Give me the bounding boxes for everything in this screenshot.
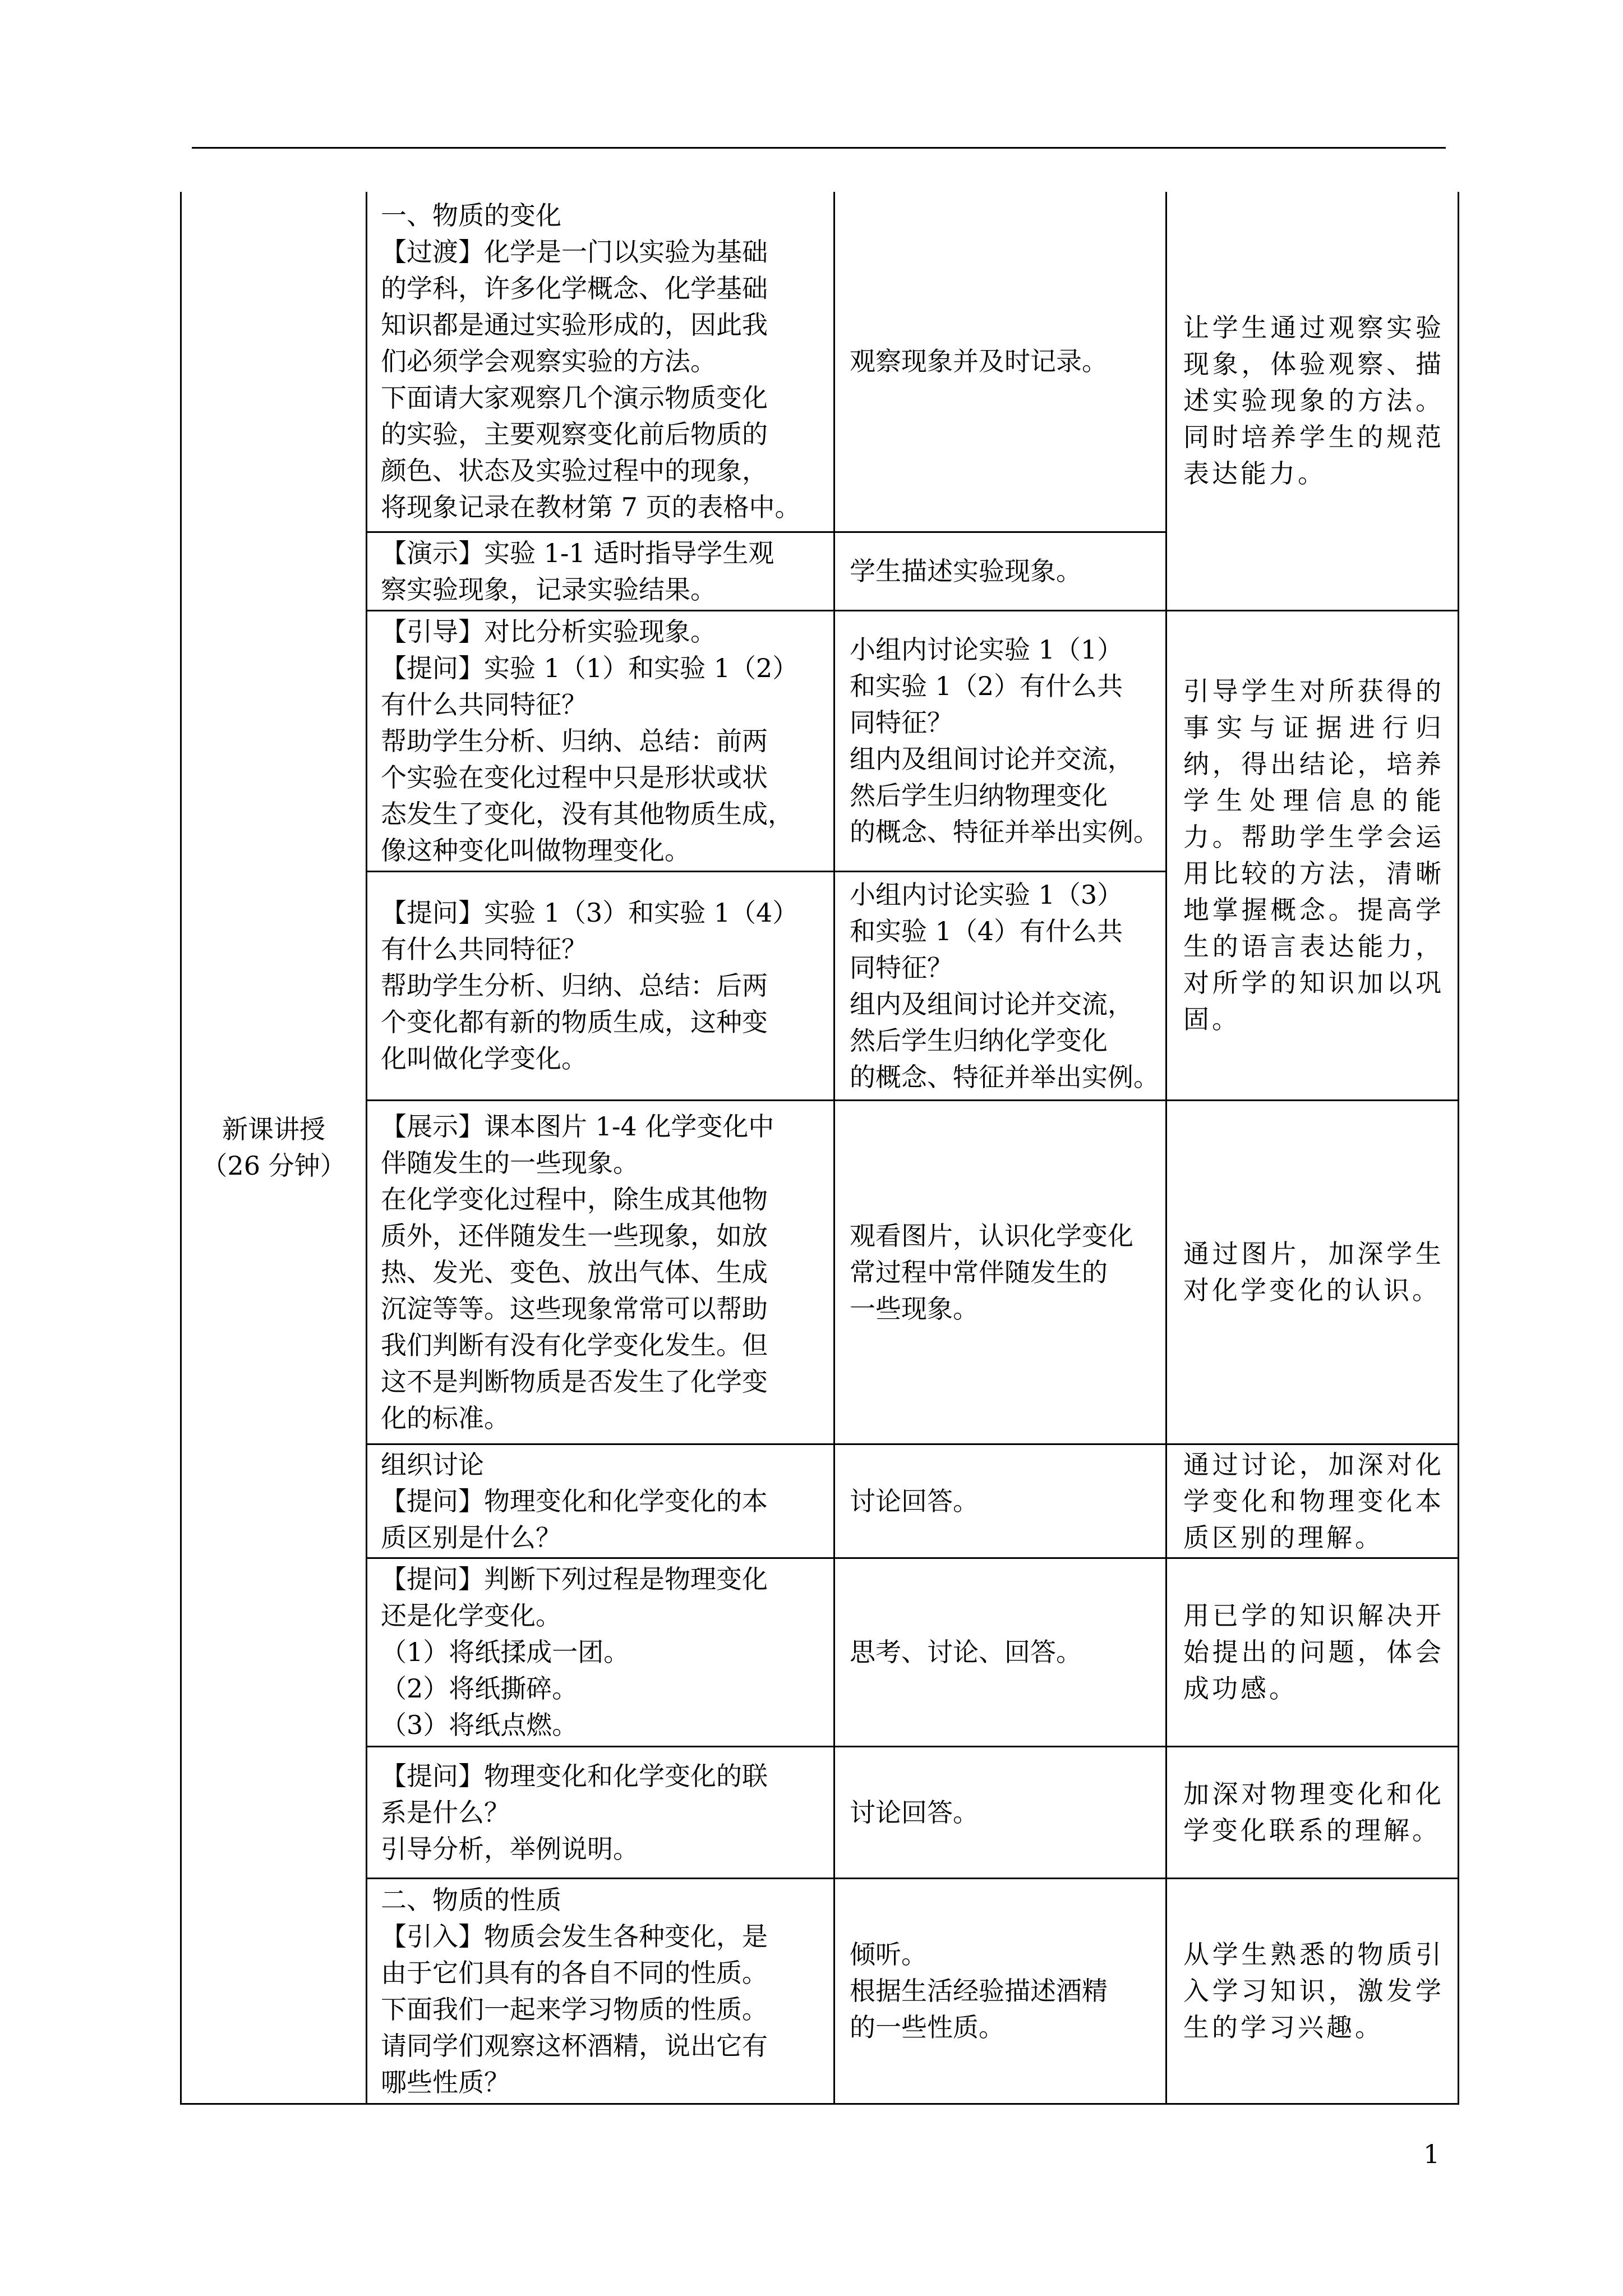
text-line: 生的学习兴趣。 bbox=[1183, 2012, 1384, 2042]
text-line: 从学生熟悉的物质引 bbox=[1183, 1939, 1444, 1970]
text-line: 通过讨论，加深对化 bbox=[1183, 1449, 1444, 1480]
text-line: 系是什么？ bbox=[381, 1797, 510, 1828]
text-line: 引导学生对所获得的 bbox=[1183, 676, 1444, 706]
text-line: 我们判断有没有化学变化发生。但 bbox=[381, 1329, 768, 1360]
text-line: 一、物质的变化 bbox=[381, 200, 561, 231]
text-line: 倾听。 bbox=[850, 1939, 927, 1970]
design-intent-cell bbox=[1165, 1099, 1459, 1445]
design-intent-cell bbox=[1165, 1557, 1459, 1747]
text-line: 【提问】物理变化和化学变化的联 bbox=[381, 1760, 768, 1791]
design-intent-cell bbox=[1165, 1746, 1459, 1879]
student-activity-cell bbox=[833, 1746, 1167, 1879]
teacher-activity-cell bbox=[366, 610, 835, 872]
teacher-activity-cell bbox=[366, 1099, 835, 1445]
text-line: 表达能力。 bbox=[1183, 458, 1326, 489]
teacher-activity-cell bbox=[366, 1878, 835, 2105]
text-line: （2）将纸撕碎。 bbox=[381, 1673, 578, 1704]
text-line: 的实验，主要观察变化前后物质的 bbox=[381, 419, 768, 449]
design-intent-cell bbox=[1165, 1878, 1459, 2105]
text-line: 化叫做化学变化。 bbox=[381, 1043, 587, 1074]
text-line: 入学习知识，激发学 bbox=[1183, 1976, 1444, 2006]
teacher-activity-cell bbox=[366, 1443, 835, 1559]
text-line: 对化学变化的认识。 bbox=[1183, 1275, 1441, 1305]
text-line: 的一些性质。 bbox=[850, 2012, 1004, 2042]
text-line: 学变化和物理变化本 bbox=[1183, 1485, 1444, 1516]
text-line: 现象，体验观察、描 bbox=[1183, 349, 1444, 379]
text-line: 讨论回答。 bbox=[850, 1797, 979, 1828]
text-line: 新课讲授 bbox=[222, 1114, 325, 1144]
text-line: 地掌握概念。提高学 bbox=[1183, 895, 1444, 925]
text-line: 【提问】判断下列过程是物理变化 bbox=[381, 1564, 768, 1594]
text-line: 有什么共同特征？ bbox=[381, 934, 587, 964]
text-line: 讨论回答。 bbox=[850, 1485, 979, 1516]
student-activity-cell bbox=[833, 1557, 1167, 1747]
text-line: 然后学生归纳物理变化 bbox=[850, 780, 1108, 811]
student-activity-cell bbox=[833, 610, 1167, 872]
text-line: 个变化都有新的物质生成，这种变 bbox=[381, 1007, 768, 1037]
text-line: 观察现象并及时记录。 bbox=[850, 346, 1108, 376]
text-line: 有什么共同特征？ bbox=[381, 689, 587, 720]
text-line: 们必须学会观察实验的方法。 bbox=[381, 346, 716, 376]
text-line: 用比较的方法，清晰 bbox=[1183, 858, 1444, 889]
text-line: 像这种变化叫做物理变化。 bbox=[381, 835, 690, 866]
text-line: 和实验 1（2）有什么共 bbox=[850, 671, 1123, 701]
student-activity-cell bbox=[833, 531, 1167, 611]
text-line: 观看图片，认识化学变化 bbox=[850, 1220, 1133, 1251]
text-line: 【演示】实验 1-1 适时指导学生观 bbox=[381, 537, 774, 568]
text-line: 【展示】课本图片 1-4 化学变化中 bbox=[381, 1111, 774, 1142]
text-line: 个实验在变化过程中只是形状或状 bbox=[381, 762, 768, 793]
text-line: 颜色、状态及实验过程中的现象， bbox=[381, 455, 768, 486]
student-activity-cell bbox=[833, 192, 1167, 533]
header-rule bbox=[192, 147, 1446, 149]
text-line: （26 分钟） bbox=[201, 1150, 346, 1181]
text-line: 【引导】对比分析实验现象。 bbox=[381, 616, 716, 647]
text-line: 察实验现象，记录实验结果。 bbox=[381, 574, 716, 605]
text-line: 组内及组间讨论并交流， bbox=[850, 988, 1133, 1019]
teacher-activity-cell bbox=[366, 1746, 835, 1879]
design-intent-cell bbox=[1165, 192, 1459, 611]
text-line: 组内及组间讨论并交流， bbox=[850, 744, 1133, 774]
text-line: 一些现象。 bbox=[850, 1293, 979, 1324]
text-line: 同特征？ bbox=[850, 952, 953, 983]
teacher-activity-cell bbox=[366, 192, 835, 533]
text-line: 常过程中常伴随发生的 bbox=[850, 1257, 1108, 1287]
text-line: 下面我们一起来学习物质的性质。 bbox=[381, 1994, 768, 2024]
text-line: 【提问】实验 1（3）和实验 1（4） bbox=[381, 898, 799, 928]
text-line: 加深对物理变化和化 bbox=[1183, 1779, 1444, 1809]
text-line: 质区别是什么？ bbox=[381, 1522, 561, 1553]
student-activity-cell bbox=[833, 871, 1167, 1101]
text-line: 小组内讨论实验 1（3） bbox=[850, 879, 1123, 910]
text-line: 成功感。 bbox=[1183, 1673, 1298, 1704]
text-line: 哪些性质？ bbox=[381, 2067, 510, 2097]
text-line: 同时培养学生的规范 bbox=[1183, 422, 1444, 452]
teacher-activity-cell bbox=[366, 531, 835, 611]
text-line: 【提问】物理变化和化学变化的本 bbox=[381, 1485, 768, 1516]
text-line: 还是化学变化。 bbox=[381, 1600, 561, 1631]
text-line: 的概念、特征并举出实例。 bbox=[850, 1061, 1159, 1092]
text-line: 和实验 1（4）有什么共 bbox=[850, 915, 1123, 946]
text-line: 学生处理信息的能 bbox=[1183, 785, 1444, 816]
text-line: 力。帮助学生学会运 bbox=[1183, 822, 1444, 852]
text-line: 这不是判断物质是否发生了化学变 bbox=[381, 1366, 768, 1397]
text-line: 请同学们观察这杯酒精，说出它有 bbox=[381, 2030, 768, 2061]
text-line: 态发生了变化，没有其他物质生成， bbox=[381, 798, 794, 829]
text-line: 然后学生归纳化学变化 bbox=[850, 1025, 1108, 1056]
text-line: 将现象记录在教材第 7 页的表格中。 bbox=[381, 492, 801, 522]
student-activity-cell bbox=[833, 1443, 1167, 1559]
design-intent-cell bbox=[1165, 1443, 1459, 1559]
text-line: 固。 bbox=[1183, 1004, 1241, 1034]
text-line: （1）将纸揉成一团。 bbox=[381, 1637, 630, 1667]
text-line: 学生描述实验现象。 bbox=[850, 556, 1082, 586]
teacher-activity-cell bbox=[366, 871, 835, 1101]
text-line: 下面请大家观察几个演示物质变化 bbox=[381, 383, 768, 413]
text-line: （3）将纸点燃。 bbox=[381, 1710, 578, 1740]
text-line: 让学生通过观察实验 bbox=[1183, 312, 1444, 343]
text-line: 纳，得出结论，培养 bbox=[1183, 749, 1444, 779]
text-line: 帮助学生分析、归纳、总结：后两 bbox=[381, 970, 768, 1001]
student-activity-cell bbox=[833, 1878, 1167, 2105]
text-line: 【过渡】化学是一门以实验为基础 bbox=[381, 237, 768, 267]
text-line: 化的标准。 bbox=[381, 1402, 510, 1433]
text-line: 的学科，许多化学概念、化学基础 bbox=[381, 273, 768, 303]
teacher-activity-cell bbox=[366, 1557, 835, 1747]
text-line: 帮助学生分析、归纳、总结：前两 bbox=[381, 725, 768, 756]
text-line: 的概念、特征并举出实例。 bbox=[850, 817, 1159, 847]
text-line: 【提问】实验 1（1）和实验 1（2） bbox=[381, 652, 799, 683]
text-line: 知识都是通过实验形成的，因此我 bbox=[381, 310, 768, 340]
text-line: 伴随发生的一些现象。 bbox=[381, 1147, 639, 1178]
text-line: 二、物质的性质 bbox=[381, 1884, 561, 1915]
text-line: 热、发光、变色、放出气体、生成 bbox=[381, 1257, 768, 1287]
text-line: 思考、讨论、回答。 bbox=[850, 1637, 1082, 1667]
text-line: 沉淀等等。这些现象常常可以帮助 bbox=[381, 1293, 768, 1324]
text-line: 学变化联系的理解。 bbox=[1183, 1815, 1441, 1846]
text-line: 述实验现象的方法。 bbox=[1183, 385, 1444, 416]
page-number: 1 bbox=[1423, 2139, 1440, 2169]
text-line: 根据生活经验描述酒精 bbox=[850, 1976, 1108, 2006]
text-line: 事实与证据进行归 bbox=[1183, 712, 1444, 743]
text-line: 质区别的理解。 bbox=[1183, 1522, 1384, 1553]
text-line: 组织讨论 bbox=[381, 1449, 484, 1480]
text-line: 用已学的知识解决开 bbox=[1183, 1600, 1444, 1631]
design-intent-cell bbox=[1165, 610, 1459, 1101]
text-line: 始提出的问题，体会 bbox=[1183, 1637, 1444, 1667]
text-line: 质外，还伴随发生一些现象，如放 bbox=[381, 1220, 768, 1251]
text-line: 由于它们具有的各自不同的性质。 bbox=[381, 1957, 768, 1988]
text-line: 同特征？ bbox=[850, 707, 953, 738]
text-line: 引导分析，举例说明。 bbox=[381, 1833, 639, 1864]
text-line: 小组内讨论实验 1（1） bbox=[850, 634, 1123, 665]
text-line: 在化学变化过程中，除生成其他物 bbox=[381, 1184, 768, 1214]
text-line: 【引入】物质会发生各种变化，是 bbox=[381, 1921, 768, 1952]
text-line: 对所学的知识加以巩 bbox=[1183, 968, 1444, 998]
text-line: 生的语言表达能力， bbox=[1183, 931, 1444, 961]
text-line: 通过图片，加深学生 bbox=[1183, 1239, 1444, 1269]
student-activity-cell bbox=[833, 1099, 1167, 1445]
stage-cell bbox=[180, 192, 367, 2105]
